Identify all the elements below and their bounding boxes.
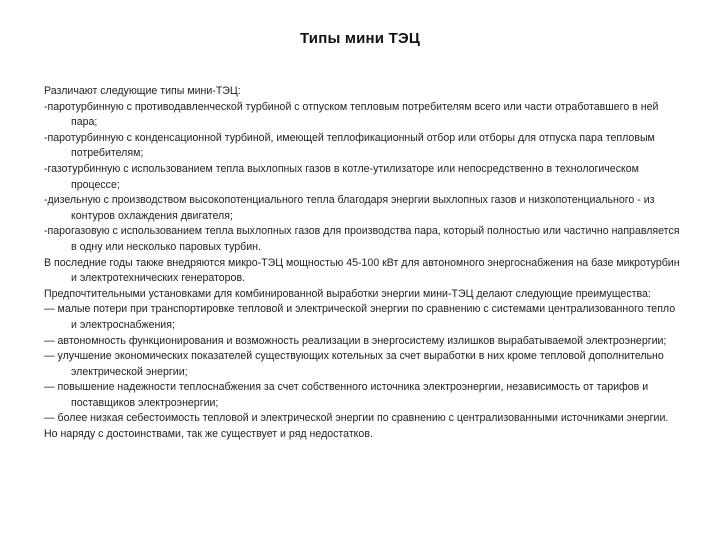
body-paragraph: -газотурбинную с использованием тепла выхлопных газов в котле-утилизаторе или непосредственно в технологическом процессе; bbox=[44, 162, 639, 191]
body-paragraph: -дизельную с производством высокопотенциального тепла благодаря энергии выхлопных газов и низкопотенциального - из контуров охлаждения двигателя; bbox=[44, 194, 655, 222]
body-paragraph: -паротурбинную с конденсационной турбиной, имеющей теплофикационный отбор или отборы для отпуска пара тепловым потребителям; bbox=[44, 131, 655, 160]
body-paragraph: Предпочтительными установками для комбинированной выработки энергии мини-ТЭЦ делают следующие преимущества: bbox=[44, 287, 651, 300]
body-paragraph: — более низкая себестоимость тепловой и электрической энергии по сравнению с централизованными источниками энергии. bbox=[44, 412, 669, 425]
body-paragraph: -паротурбинную с противодавленческой турбиной с отпуском тепловым потребителям всего или части отработавшего в ней пара; bbox=[44, 100, 659, 129]
body-paragraph: Различают следующие типы мини-ТЭЦ: bbox=[44, 85, 241, 97]
slide-title: Типы мини ТЭЦ bbox=[299, 30, 420, 47]
body-paragraph: В последние годы также внедряются микро-ТЭЦ мощностью 45-100 кВт для автономного энергоснабжения на базе микротурбин и электротехнических генераторов. bbox=[44, 256, 680, 285]
slide-body bbox=[44, 84, 680, 443]
body-paragraph: — автономность функционирования и возможность реализации в энергосистему излишков вырабатываемой электроэнергии; bbox=[44, 334, 667, 347]
body-paragraph: — малые потери при транспортировке тепловой и электрической энергии по сравнению с системами централизованного тепло и электроснабжения; bbox=[44, 303, 676, 331]
body-paragraph: — повышение надежности теплоснабжения за счет собственного источника электроэнергии, независимость от тарифов и поставщиков электроэнергии; bbox=[44, 381, 649, 409]
body-paragraph: Но наряду с достоинствами, так же существует и ряд недостатков. bbox=[44, 428, 373, 441]
body-paragraph: -парогазовую с использованием тепла выхлопных газов для производства пара, который полностью или частично направляется в одну или несколько паровых турбин. bbox=[44, 225, 680, 253]
body-paragraph: — улучшение экономических показателей существующих котельных за счет выработки в них кроме тепловой дополнительно электрической энергии; bbox=[44, 350, 664, 378]
